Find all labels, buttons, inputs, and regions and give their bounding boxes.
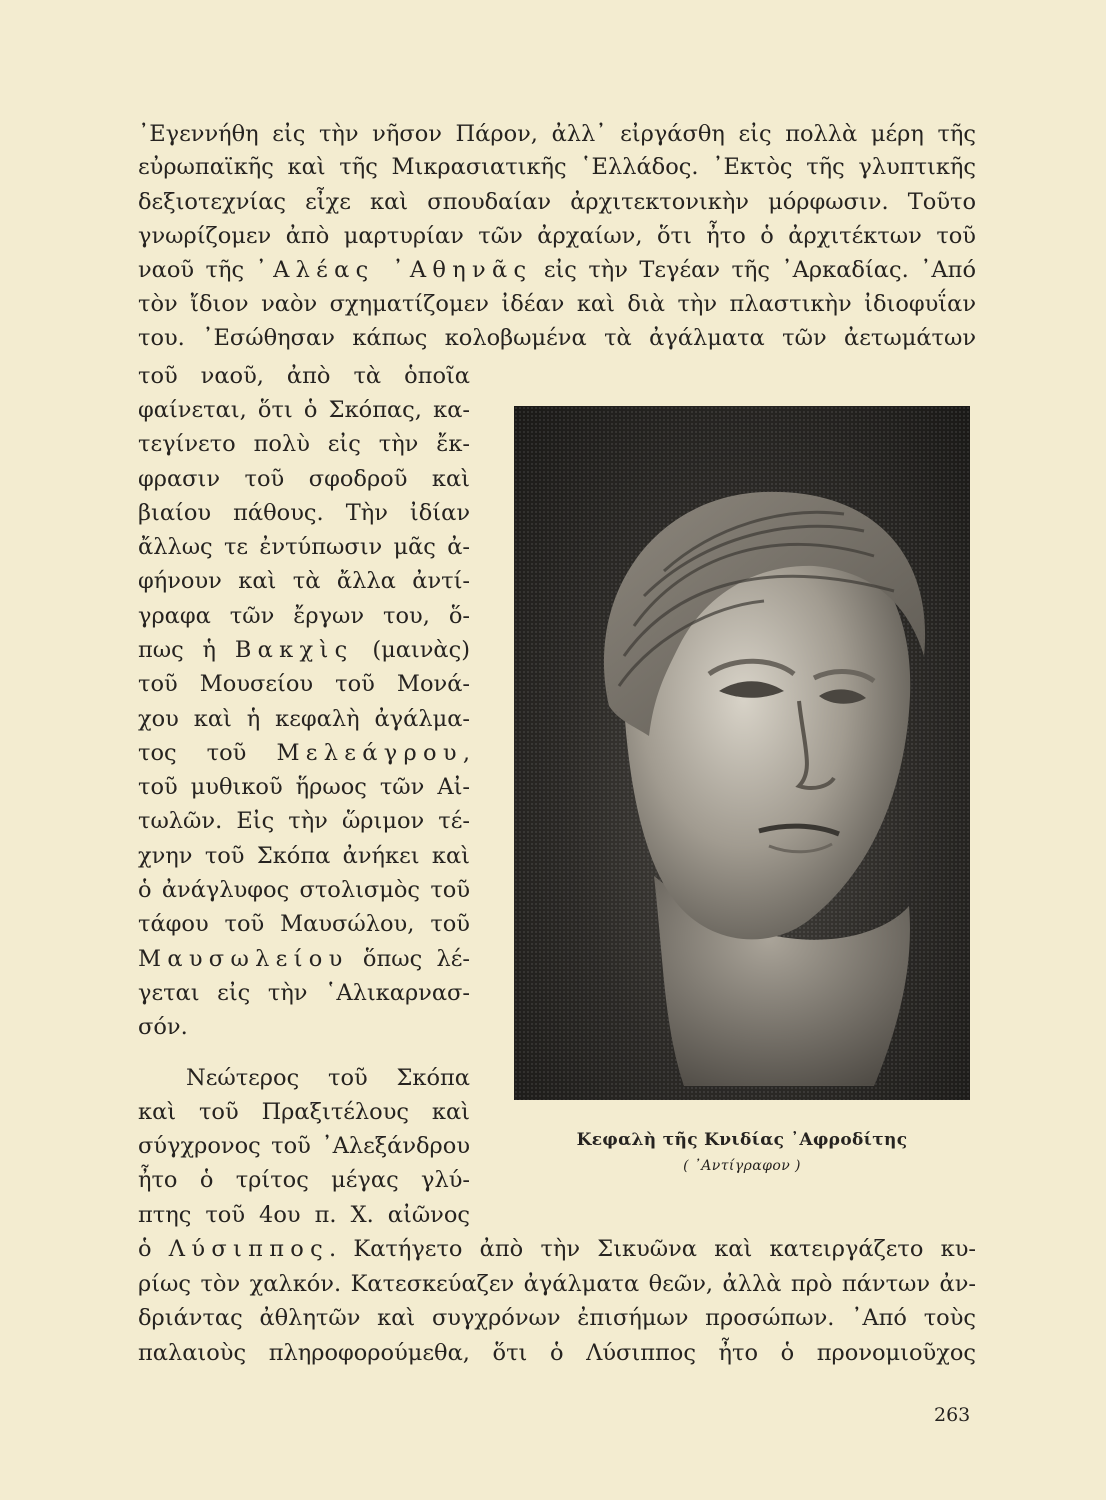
text-segment: . Κατήγετο ἀπὸ τὴν Σικυῶνα καὶ κατειργάζετο κυ- xyxy=(329,1236,977,1262)
column-line-5: βιαίου πάθους. Τὴν ἰδίαν xyxy=(138,500,470,526)
column-line-23: σύγχρονος τοῦ ᾿Αλεξάνδρου xyxy=(138,1133,470,1159)
sculpture-head-illustration xyxy=(514,406,970,1100)
page-number: 263 xyxy=(934,1404,971,1426)
column-line-6: ἄλλως τε ἐντύπωσιν μᾶς ἀ- xyxy=(138,534,470,560)
column-line-10: τοῦ Μουσείου τοῦ Μονά- xyxy=(138,671,470,697)
column-line-20: σόν. xyxy=(138,1014,188,1040)
column-line-3: τεγίνετο πολὺ εἰς τὴν ἔκ- xyxy=(138,431,470,457)
spaced-emphasis: ᾿Αλέας ᾿Αθηνᾶς xyxy=(255,257,533,283)
spaced-emphasis: Μαυσωλείου xyxy=(138,946,349,972)
column-line-17: τάφου τοῦ Μαυσώλου, τοῦ xyxy=(138,911,470,937)
body-line-3: δεξιοτεχνίας εἶχε καὶ σπουδαίαν ἀρχιτεκτονικὴν μόρφωσιν. Τοῦτο xyxy=(138,189,976,215)
body-line-6: τὸν ἴδιον ναὸν σχηματίζομεν ἰδέαν καὶ διὰ τὴν πλαστικὴν ἰδιοφυΐαν xyxy=(138,291,976,317)
column-line-7: φήνουν καὶ τὰ ἄλλα ἀντί- xyxy=(138,568,470,594)
column-line-24: ἦτο ὁ τρίτος μέγας γλύ- xyxy=(138,1167,470,1193)
column-line-2: φαίνεται, ὅτι ὁ Σκόπας, κα- xyxy=(138,397,470,423)
column-line-14: τωλῶν. Εἰς τὴν ὥριμον τέ- xyxy=(138,808,470,834)
body-line-2: εὐρωπαϊκῆς καὶ τῆς Μικρασιατικῆς ῾Ελλάδος. ᾿Εκτὸς τῆς γλυπτικῆς xyxy=(138,154,976,180)
column-line-12 xyxy=(138,737,470,769)
column-line-4: φρασιν τοῦ σφοδροῦ καὶ xyxy=(138,466,470,492)
column-line-16: ὁ ἀνάγλυφος στολισμὸς τοῦ xyxy=(138,877,470,903)
spaced-emphasis: Λύσιππος xyxy=(168,1236,330,1262)
column-line-25: πτης τοῦ 4ου π. Χ. αἰῶνος xyxy=(138,1202,470,1228)
body-line-5 xyxy=(138,254,976,286)
spaced-emphasis: Μελεάγρου xyxy=(276,740,463,766)
text-segment: ὅπως λέ- xyxy=(348,946,470,972)
column-line-9 xyxy=(138,634,470,666)
column-line-1: τοῦ ναοῦ, ἀπὸ τὰ ὁποῖα xyxy=(138,363,470,389)
tail-line-1 xyxy=(138,1233,976,1265)
column-line-11: χου καὶ ἡ κεφαλὴ ἀγάλμα- xyxy=(138,706,470,732)
text-segment: (μαινὰς) xyxy=(353,637,470,663)
text-segment: πως ἡ xyxy=(138,637,235,663)
column-line-13: τοῦ μυθικοῦ ἥρωος τῶν Αἰ- xyxy=(138,774,470,800)
tail-line-3: δριάντας ἀθλητῶν καὶ συγχρόνων ἐπισήμων προσώπων. ᾿Από τοὺς xyxy=(138,1305,976,1331)
spaced-emphasis: Βακχὶς xyxy=(234,637,354,663)
figure-subcaption: ( ᾿Αντίγραφον ) xyxy=(683,1158,801,1174)
aphrodite-head-photo xyxy=(514,406,970,1100)
text-segment: ὁ xyxy=(138,1236,169,1262)
text-segment: ναοῦ τῆς xyxy=(138,257,256,283)
tail-line-2: ρίως τὸν χαλκόν. Κατεσκεύαζεν ἀγάλματα θεῶν, ἀλλὰ πρὸ πάντων ἀν- xyxy=(138,1271,976,1297)
column-line-8: γραφα τῶν ἔργων του, ὅ- xyxy=(138,603,470,629)
text-segment: εἰς τὴν Τεγέαν τῆς ᾿Αρκαδίας. ᾿Από xyxy=(532,257,977,283)
column-line-15: χνην τοῦ Σκόπα ἀνήκει καὶ xyxy=(138,843,470,869)
body-line-1: ᾿Εγεννήθη εἰς τὴν νῆσον Πάρον, ἀλλ᾿ εἰργάσθη εἰς πολλὰ μέρη τῆς xyxy=(138,121,976,147)
text-segment: , xyxy=(462,740,470,766)
column-line-21: Νεώτερος τοῦ Σκόπα xyxy=(186,1065,470,1091)
body-line-7: του. ᾿Εσώθησαν κάπως κολοβωμένα τὰ ἀγάλματα τῶν ἀετωμάτων xyxy=(138,325,976,351)
text-segment: τος τοῦ xyxy=(138,740,277,766)
column-line-22: καὶ τοῦ Πραξιτέλους καὶ xyxy=(138,1099,470,1125)
figure-caption: Κεφαλὴ τῆς Κνιδίας ᾿Αφροδίτης xyxy=(576,1130,908,1150)
body-line-4: γνωρίζομεν ἀπὸ μαρτυρίαν τῶν ἀρχαίων, ὅτι ἦτο ὁ ἀρχιτέκτων τοῦ xyxy=(138,223,976,249)
column-line-18 xyxy=(138,943,470,975)
tail-line-4: παλαιοὺς πληροφορούμεθα, ὅτι ὁ Λύσιππος ἦτο ὁ προνομιοῦχος xyxy=(138,1340,976,1366)
column-line-19: γεται εἰς τὴν ῾Αλικαρνασ- xyxy=(138,980,470,1006)
